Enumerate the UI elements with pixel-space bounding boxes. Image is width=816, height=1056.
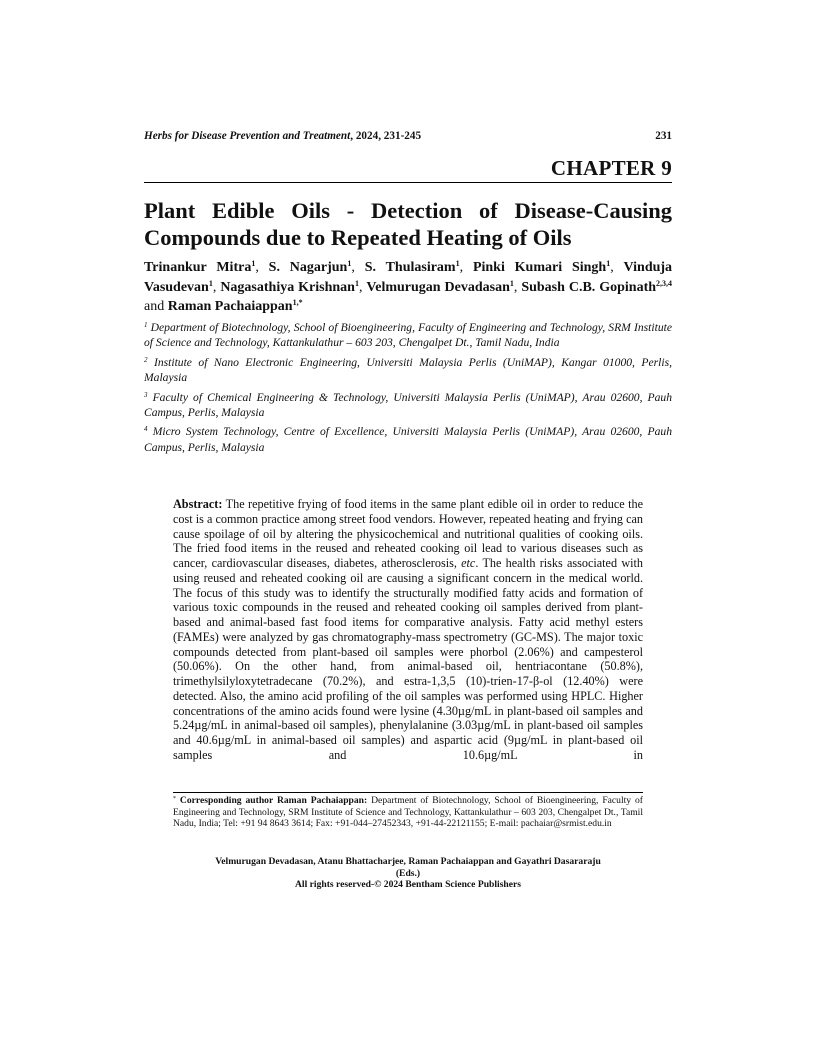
footer-editors: Velmurugan Devadasan, Atanu Bhattacharjee, Raman Pachaiappan and Gayathri Dasararaju: [215, 856, 601, 867]
author-separator: and: [144, 299, 168, 314]
affiliation-marker: 1: [144, 321, 148, 329]
page-number: 231: [655, 130, 672, 142]
affiliation-text: Micro System Technology, Centre of Excellence, Universiti Malaysia Perlis (UniMAP), Arau 02600, Pauh Campus, Perlis, Malaysia: [144, 425, 672, 454]
author-separator: ,: [358, 279, 367, 295]
corresponding-author-footnote: [173, 795, 643, 830]
abstract-etc: etc: [461, 556, 476, 570]
author-separator: ,: [351, 260, 365, 275]
author-name: Raman Pachaiappan: [167, 299, 293, 314]
author-name: Pinki Kumari Singh: [472, 260, 607, 275]
author-list: [144, 258, 672, 317]
author-affiliation-marker: 1: [347, 259, 352, 268]
author-name: Trinankur Mitra: [144, 260, 252, 275]
journal-title: Herbs for Disease Prevention and Treatment: [144, 130, 351, 142]
author-affiliation-marker: 1: [606, 259, 611, 268]
affiliation: [144, 355, 672, 386]
author-affiliation-marker: 2,3,4: [656, 278, 673, 288]
author-affiliation-marker: 1,*: [292, 298, 303, 307]
author-name: Vinduja Vasudevan: [144, 260, 673, 295]
paper-title: Plant Edible Oils - Detection of Disease-Causing Compounds due to Repeated Heating of Oils: [144, 198, 672, 250]
author-affiliation-marker: 1: [208, 278, 213, 288]
affiliation-text: Institute of Nano Electronic Engineering, Universiti Malaysia Perlis (UniMAP), Kangar 01000, Perlis, Malaysia: [144, 355, 672, 385]
author-affiliation-marker: 1: [251, 259, 256, 268]
abstract-text-part-1: The repetitive frying of food items in the same plant edible oil in order to reduce the cost is a common practice among street food vendors. However, repeated heating and frying can cause spoilage of oil by altering the physicochemical and nutritional qualities of cooking oils. The fried food items in the reused and reheated cooking oil lead to various diseases such as cancer, cardiovascular diseases, diabetes, atherosclerosis,: [173, 497, 643, 570]
footer-eds: (Eds.): [395, 867, 421, 879]
affiliation-marker: 3: [144, 390, 148, 399]
affiliation-list: [144, 320, 672, 459]
author-affiliation-marker: 1: [455, 259, 460, 268]
affiliation: [144, 320, 672, 351]
affiliation: [144, 390, 672, 421]
author-name: S. Nagarjun: [268, 260, 348, 275]
author-name: Velmurugan Devadasan: [366, 279, 510, 295]
footnote-marker: *: [173, 796, 176, 802]
author-separator: ,: [255, 260, 269, 275]
abstract: [173, 497, 643, 763]
author-separator: ,: [610, 260, 624, 275]
author-name: Subash C.B. Gopinath: [521, 279, 657, 295]
footnote-text: Department of Biotechnology, School of Bioengineering, Faculty of Engineering and Technology, SRM Institute of Science and Technology, Kattankulathur – 603 203, Chengalpet Dt., Tamil Nadu, India; Tel: +91 94 8643 3614; Fax: +91-044–27452343, +91-44-22121155; E-mail: pachaiar@srmist.edu.in: [173, 795, 643, 830]
publisher-footer: [144, 856, 672, 891]
affiliation-text: Department of Biotechnology, School of Bioengineering, Faculty of Engineering and Technology, SRM Institute of Science and Technology, Kattankulathur – 603 203, Chengalpet Dt., Tamil Nadu, India: [144, 321, 672, 350]
author-separator: ,: [212, 279, 221, 295]
abstract-text-part-2: . The health risks associated with using reused and reheated cooking oil are causing a significant concern in the medical world. The focus of this study was to identify the structurally modified fatty acids and formation of various toxic compounds in the reused and reheated cooking oil samples derived from plant-based and animal-based fast food items for comparative analysis. Fatty acid methyl esters (FAMEs) were analyzed by gas chromatography-mass spectrometry (GC-MS). The major toxic compounds detected from plant-based oil samples were phorbol (2.06%) and campesterol (50.06%). On the other hand, from animal-based oil, hentriacontane (50.8%), trimethylsilyloxytetradecane (70.2%), and estra-1,3,5 (10)-trien-17-β-ol (12.40%) were detected. Also, the amino acid profiling of the oil samples was performed using HPLC. Higher concentrations of the amino acids found were lysine (4.30µg/mL in plant-based oil samples and 5.24µg/mL in animal-based oil samples), phenylalanine (3.03µg/mL in plant-based oil samples and 40.6µg/mL in animal-based oil samples) and aspartic acid (9µg/mL in plant-based oil samples and 10.6µg/mL in: [173, 556, 643, 762]
journal-year-pages: , 2024, 231-245: [350, 130, 422, 142]
footer-copyright: All rights reserved-© 2024 Bentham Science Publishers: [294, 879, 522, 891]
author-name: Nagasathiya Krishnan: [220, 279, 355, 295]
affiliation-marker: 2: [144, 355, 148, 364]
affiliation-text: Faculty of Chemical Engineering & Technology, Universiti Malaysia Perlis (UniMAP), Arau 02600, Pauh Campus, Perlis, Malaysia: [144, 390, 672, 420]
affiliation-marker: 4: [144, 425, 148, 434]
abstract-label: Abstract:: [173, 497, 223, 511]
author-name: S. Thulasiram: [364, 260, 456, 275]
running-header: [144, 130, 672, 142]
author-separator: ,: [513, 279, 522, 295]
chapter-divider: [144, 182, 672, 183]
author-separator: ,: [459, 260, 473, 275]
chapter-label: CHAPTER 9: [550, 156, 672, 180]
author-affiliation-marker: 1: [509, 278, 514, 288]
affiliation: [144, 424, 672, 455]
footnote-label: Corresponding author Raman Pachaiappan:: [179, 795, 368, 806]
footnote-divider: [173, 792, 643, 793]
author-affiliation-marker: 1: [354, 278, 359, 288]
